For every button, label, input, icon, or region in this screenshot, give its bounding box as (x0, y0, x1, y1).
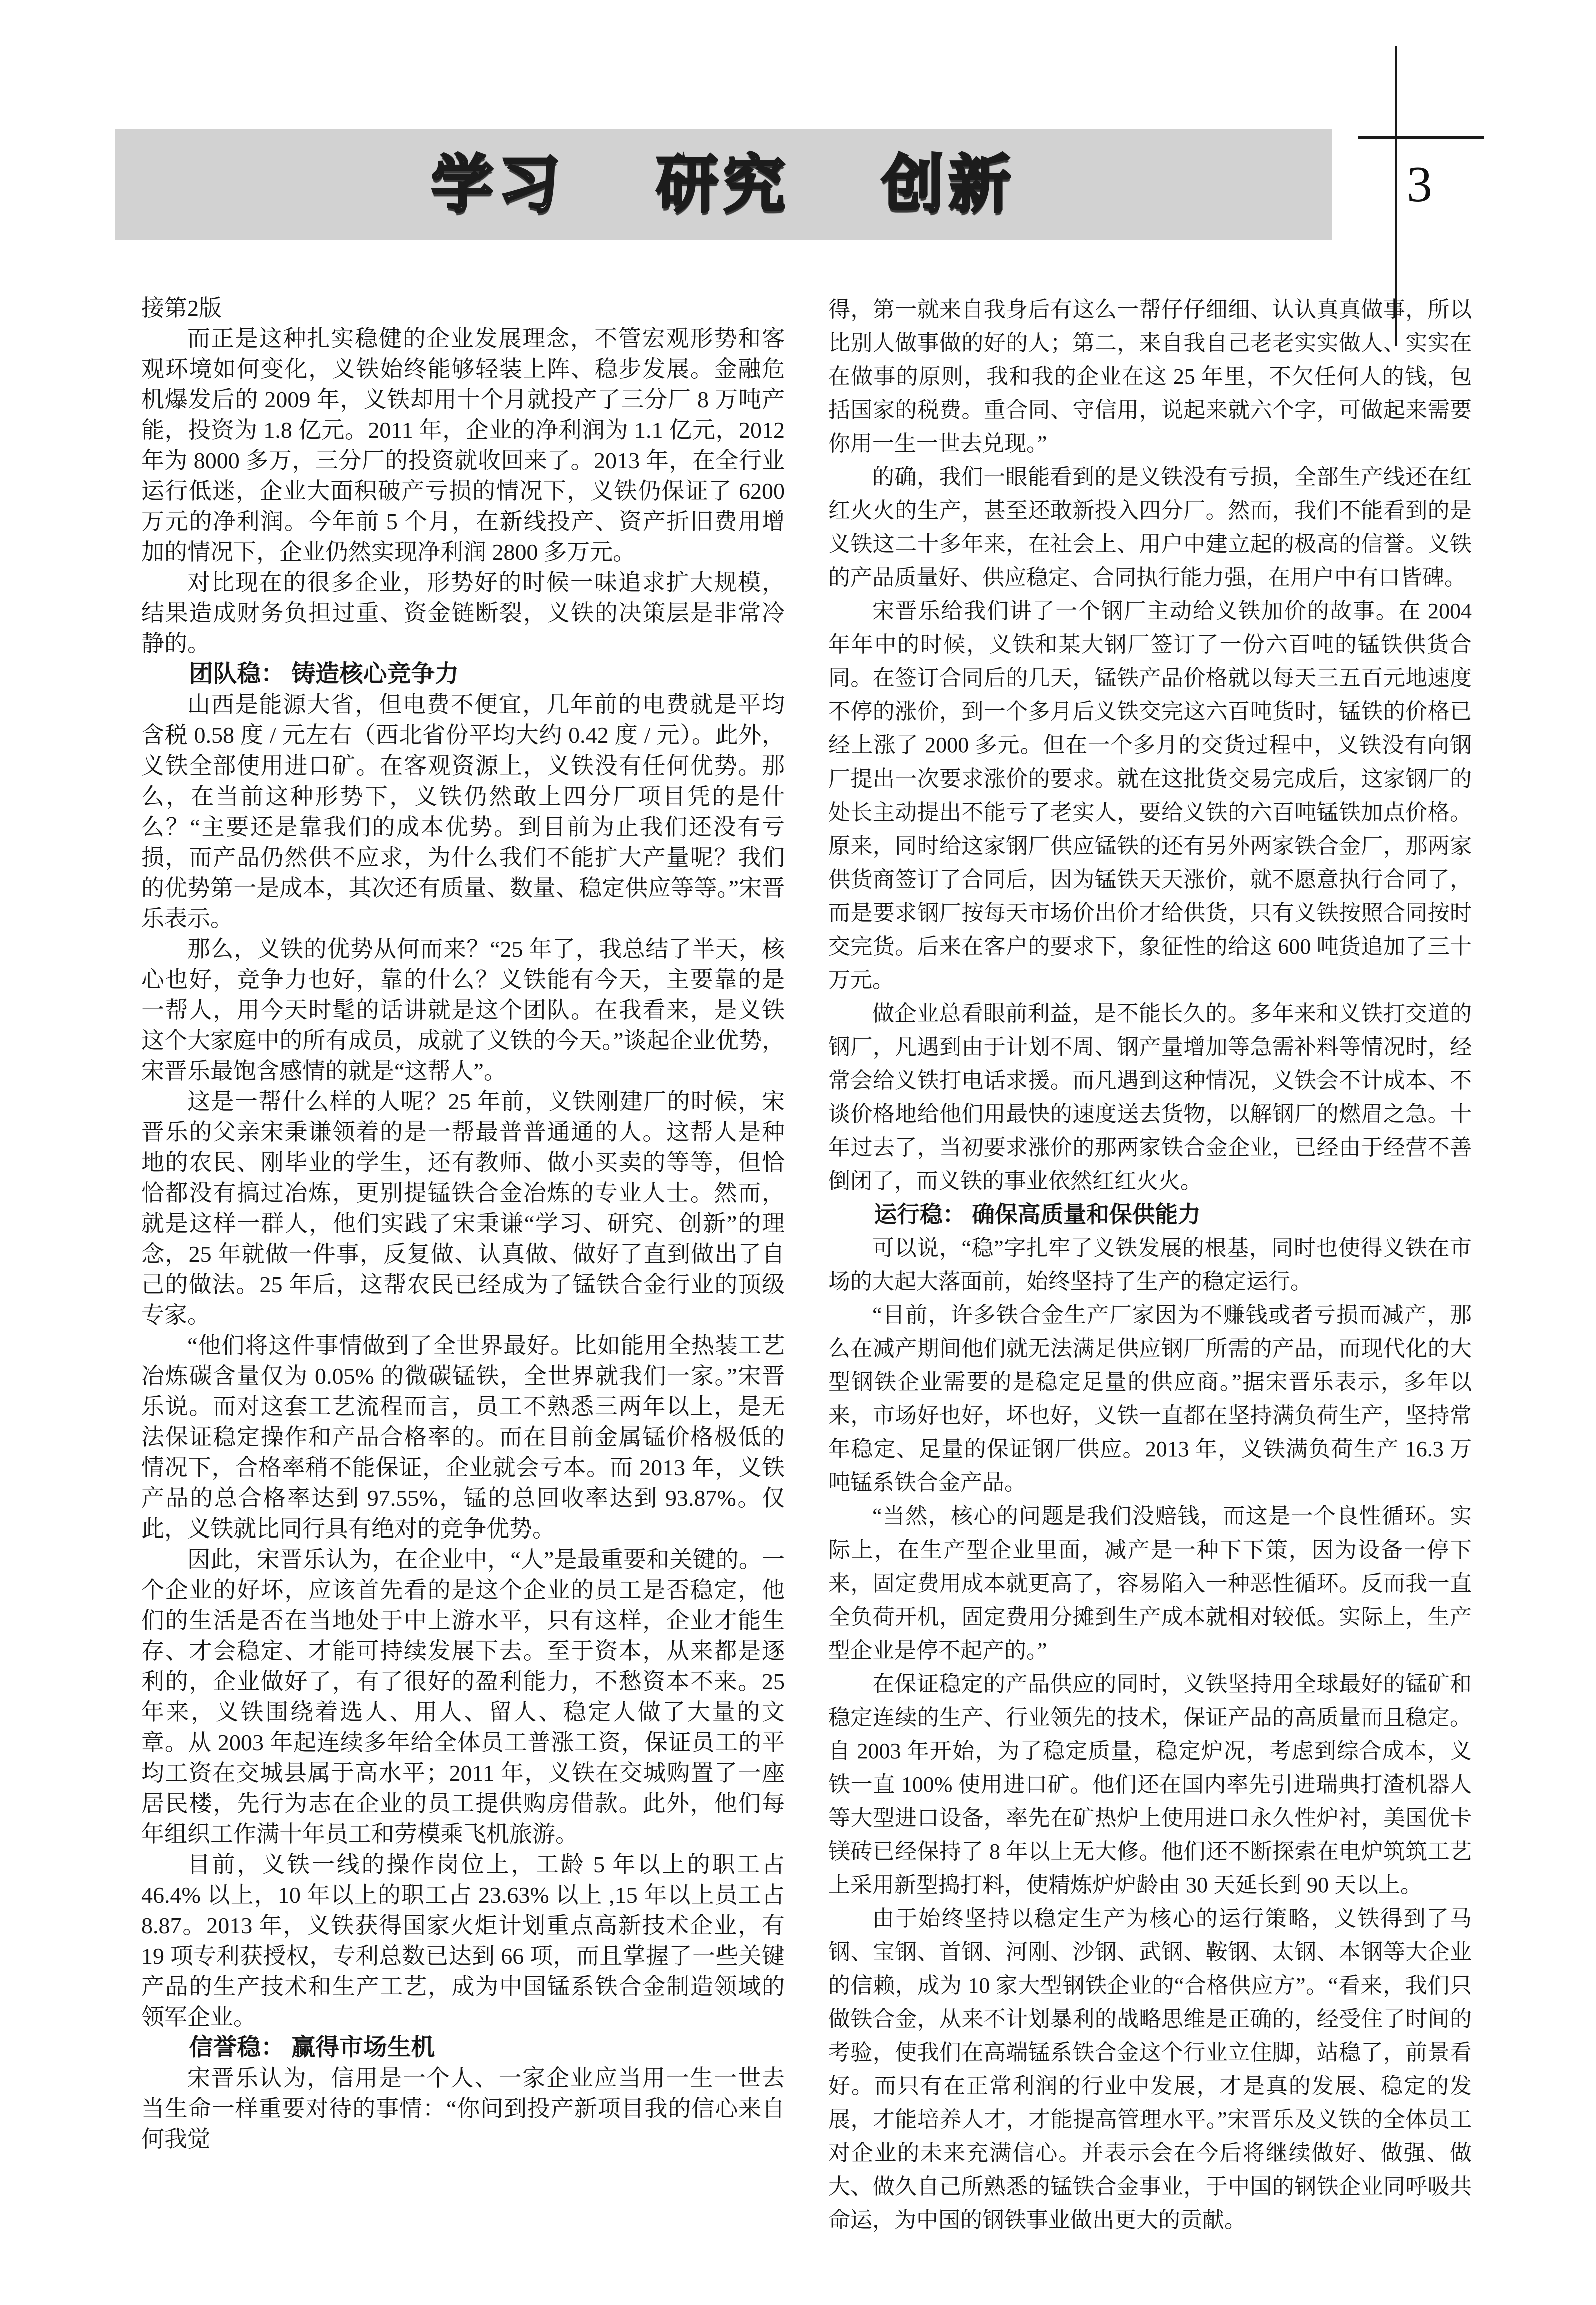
paragraph: 接第2版 (141, 295, 222, 321)
paragraph: 由于始终坚持以稳定生产为核心的运行策略，义铁得到了马钢、宝钢、首钢、河刚、沙钢、武钢、鞍钢、太钢、本钢等大企业的信赖，成为 10 家大型钢铁企业的“合格供应方”。“看来，我们只做铁合金，从来不计划暴利的战略思维是正确的，经受住了时间的考验，使我们在高端锰系铁合金这个行业立住脚，站稳了，前景看好。而只有在正常利润的行业中发展，才是真的发展、稳定的发展，才能培养人才，才能提高管理水平。”宋晋乐及义铁的全体员工对企业的未来充满信心。并表示会在今后将继续做好、做强、做大、做久自己所熟悉的锰铁合金事业，于中国的钢铁企业同呼吸共命运，为中国的钢铁事业做出更大的贡献。 (828, 1906, 1472, 2232)
section-heading: 信誉稳： 赢得市场生机 (189, 2034, 435, 2061)
paragraph: 因此，宋晋乐认为，在企业中，“人”是最重要和关键的。一个企业的好坏，应该首先看的是这个企业的员工是否稳定，他们的生活是否在当地处于中上游水平，只有这样，企业才能生存、才会稳定、才能可持续发展下去。至于资本，从来都是逐利的，企业做好了，有了很好的盈利能力，不愁资本不来。25 年来，义铁围绕着选人、用人、留人、稳定人做了大量的文章。从 2003 年起连续多年给全体员工普涨工资，保证员工的平均工资在交城县属于高水平；2011 年，义铁在交城购置了一座居民楼，先行为志在企业的员工提供购房借款。此外，他们每年组织工作满十年员工和劳模乘飞机旅游。 (141, 1547, 785, 1847)
paragraph: 宋晋乐认为，信用是一个人、一家企业应当用一生一世去当生命一样重要对待的事情：“你问到投产新项目我的信心来自何我觉 (141, 2065, 785, 2152)
banner-word-study: 学习 (431, 150, 565, 219)
paragraph: 在保证稳定的产品供应的同时，义铁坚持用全球最好的锰矿和稳定连续的生产、行业领先的技术，保证产品的高质量而且稳定。自 2003 年开始，为了稳定质量，稳定炉况，考虑到综合成本，义铁一直 100% 使用进口矿。他们还在国内率先引进瑞典打渣机器人等大型进口设备，率先在矿热炉上使用进口永久性炉衬，美国优卡镁砖已经保持了 8 年以上无大修。他们还不断探索在电炉筑筑工艺上采用新型捣打料，使精炼炉炉龄由 30 天延长到 90 天以上。 (828, 1672, 1472, 1897)
paragraph: 那么，义铁的优势从何而来？“25 年了，我总结了半天，核心也好，竞争力也好，靠的什么？义铁能有今天，主要靠的是一帮人，用今天时髦的话讲就是这个团队。在我看来，是义铁这个大家庭中的所有成员，成就了义铁的今天。”谈起企业优势，宋晋乐最饱含感情的就是“这帮人”。 (141, 936, 785, 1084)
text-column-right (828, 293, 1472, 2237)
banner-word-innovation: 创新 (882, 150, 1016, 219)
paragraph: 宋晋乐给我们讲了一个钢厂主动给义铁加价的故事。在 2004 年年中的时候，义铁和某大钢厂签订了一份六百吨的锰铁供货合同。在签订合同后的几天，锰铁产品价格就以每天三五百元地速度不停的涨价，到一个多月后义铁交完这六百吨货时，锰铁的价格已经上涨了 2000 多元。但在一个多月的交货过程中，义铁没有向钢厂提出一次要求涨价的要求。就在这批货交易完成后，这家钢厂的处长主动提出不能亏了老实人，要给义铁的六百吨锰铁加点价格。原来，同时给这家钢厂供应锰铁的还有另外两家铁合金厂，那两家供货商签订了合同后，因为锰铁天天涨价，就不愿意执行合同了，而是要求钢厂按每天市场价出价才给供货，只有义铁按照合同按时交完货。后来在客户的要求下，象征性的给这 600 吨货追加了三十万元。 (828, 599, 1472, 992)
section-heading: 运行稳： 确保高质量和保供能力 (874, 1202, 1201, 1227)
paragraph: “当然，核心的问题是我们没赔钱，而这是一个良性循环。实际上，在生产型企业里面，减产是一种下下策，因为设备一停下来，固定费用成本就更高了，容易陷入一种恶性循环。反而我一直全负荷开机，固定费用分摊到生产成本就相对较低。实际上，生产型企业是停不起产的。” (828, 1504, 1472, 1663)
banner-word-research: 研究 (656, 150, 790, 219)
paragraph: 得，第一就来自我身后有这么一帮仔仔细细、认认真真做事，所以比别人做事做的好的人；第二，来自我自己老老实实做人、实实在在做事的原则，我和我的企业在这 25 年里，不欠任何人的钱，包括国家的税费。重合同、守信用，说起来就六个字，可做起来需要你用一生一世去兑现。” (828, 297, 1472, 456)
paragraph: 目前，义铁一线的操作岗位上，工龄 5 年以上的职工占 46.4% 以上，10 年以上的职工占 23.63% 以上 ,15 年以上员工占 8.87。2013 年，义铁获得国家火炬计划重点高新技术企业，有 19 项专利获授权，专利总数已达到 66 项，而且掌握了一些关键产品的生产技术和生产工艺，成为中国锰系铁合金制造领域的领军企业。 (141, 1852, 785, 2030)
paragraph: 山西是能源大省，但电费不便宜，几年前的电费就是平均含税 0.58 度 / 元左右（西北省份平均大约 0.42 度 / 元）。此外，义铁全部使用进口矿。在客观资源上，义铁没有任何优势。那么，在当前这种形势下，义铁仍然敢上四分厂项目凭的是什么？“主要还是靠我们的成本优势。到目前为止我们还没有亏损，而产品仍然供不应求，为什么我们不能扩大产量呢？我们的优势第一是成本，其次还有质量、数量、稳定供应等等。”宋晋乐表示。 (141, 692, 785, 931)
paragraph: “他们将这件事情做到了全世界最好。比如能用全热装工艺冶炼碳含量仅为 0.05% 的微碳锰铁，全世界就我们一家。”宋晋乐说。而对这套工艺流程而言，员工不熟悉三两年以上，是无法保证稳定操作和产品合格率的。而在目前金属锰价格极低的情况下，合格率稍不能保证，企业就会亏本。而 2013 年，义铁产品的总合格率达到 97.55%，锰的总回收率达到 93.87%。仅此，义铁就比同行具有绝对的竞争优势。 (141, 1333, 785, 1542)
section-heading: 团队稳： 铸造核心竞争力 (189, 661, 459, 687)
section-banner (115, 129, 1332, 240)
paragraph: 而正是这种扎实稳健的企业发展理念，不管宏观形势和客观环境如何变化，义铁始终能够轻装上阵、稳步发展。金融危机爆发后的 2009 年，义铁却用十个月就投产了三分厂 8 万吨产能，投资为 1.8 亿元。2011 年，企业的净利润为 1.1 亿元，2012 年为 8000 多万，三分厂的投资就收回来了。2013 年，在全行业运行低迷，企业大面积破产亏损的情况下，义铁仍保证了 6200 万元的净利润。今年前 5 个月，在新线投产、资产折旧费用增加的情况下，企业仍然实现净利润 2800 多万元。 (141, 326, 785, 565)
paragraph: 这是一帮什么样的人呢？25 年前，义铁刚建厂的时候，宋晋乐的父亲宋秉谦领着的是一帮最普普通通的人。这帮人是种地的农民、刚毕业的学生，还有教师、做小买卖的等等，但恰恰都没有搞过冶炼，更别提锰铁合金冶炼的专业人士。然而，就是这样一群人，他们实践了宋秉谦“学习、研究、创新”的理念，25 年就做一件事，反复做、认真做、做好了直到做出了自己的做法。25 年后，这帮农民已经成为了锰铁合金行业的顶级专家。 (141, 1089, 785, 1328)
paragraph: 对比现在的很多企业，形势好的时候一味追求扩大规模，结果造成财务负担过重、资金链断裂，义铁的决策层是非常冷静的。 (141, 570, 785, 656)
page-number: 3 (1407, 156, 1432, 213)
paragraph: “目前，许多铁合金生产厂家因为不赚钱或者亏损而减产，那么在减产期间他们就无法满足供应钢厂所需的产品，而现代化的大型钢铁企业需要的是稳定足量的供应商。”据宋晋乐表示，多年以来，市场好也好，坏也好，义铁一直都在坚持满负荷生产，坚持常年稳定、足量的保证钢厂供应。2013 年，义铁满负荷生产 16.3 万吨锰系铁合金产品。 (828, 1303, 1472, 1495)
text-column-left (141, 293, 785, 2154)
paragraph: 的确，我们一眼能看到的是义铁没有亏损，全部生产线还在红红火火的生产，甚至还敢新投入四分厂。然而，我们不能看到的是义铁这二十多年来，在社会上、用户中建立起的极高的信誉。义铁的产品质量好、供应稳定、合同执行能力强，在用户中有口皆碑。 (828, 465, 1472, 590)
registration-mark-horizontal (1358, 136, 1484, 139)
paragraph: 可以说，“稳”字扎牢了义铁发展的根基，同时也使得义铁在市场的大起大落面前，始终坚持了生产的稳定运行。 (828, 1236, 1472, 1294)
paragraph: 做企业总看眼前利益，是不能长久的。多年来和义铁打交道的钢厂，凡遇到由于计划不周、钢产量增加等急需补料等情况时，经常会给义铁打电话求援。而凡遇到这种情况，义铁会不计成本、不谈价格地给他们用最快的速度送去货物，以解钢厂的燃眉之急。十年过去了，当初要求涨价的那两家铁合金企业，已经由于经营不善倒闭了，而义铁的事业依然红红火火。 (828, 1001, 1472, 1193)
